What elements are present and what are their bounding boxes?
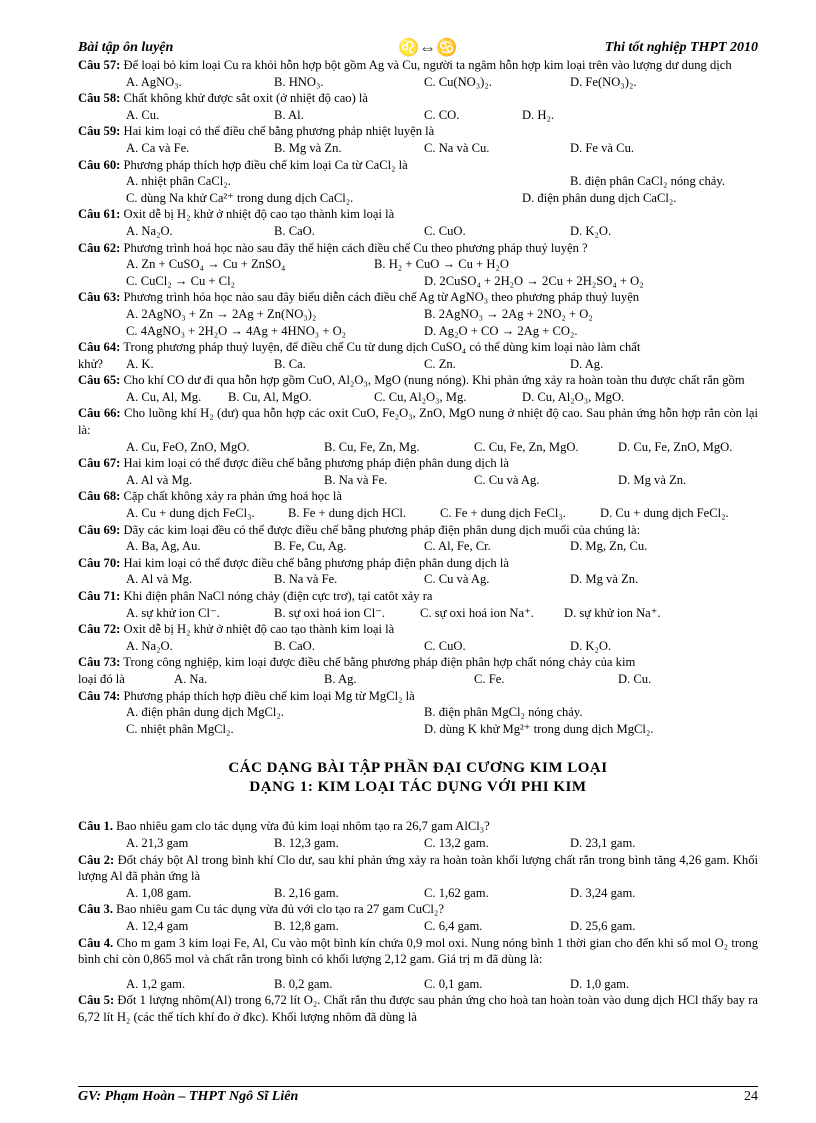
- answer-row: [78, 721, 758, 738]
- option-d: D. Cu.: [618, 671, 652, 686]
- option-d: D. Ag.: [570, 356, 604, 371]
- option-c: C. Cu, Fe, Zn, MgO.: [474, 439, 579, 454]
- section-subtitle: DẠNG 1: KIM LOẠI TÁC DỤNG VỚI PHI KIM: [249, 779, 587, 796]
- question-text: Oxit dễ bị H₂ khử ở nhiệt độ cao tạo thành kim loại là: [123, 622, 395, 637]
- question-number: Câu 2:: [78, 852, 115, 867]
- option-c: C. Cu và Ag.: [474, 472, 540, 487]
- answer-row: [78, 605, 758, 622]
- option-b: B. 2AgNO₃ → 2Ag + 2NO₂ + O₂: [424, 306, 593, 321]
- question-text: Phương pháp thích hợp điều chế kim loại Mg từ MgCl₂ là: [123, 688, 415, 703]
- option-b: B. Ag.: [324, 671, 357, 686]
- option-a: A. 12,4 gam: [126, 918, 189, 933]
- option-a: A. 1,08 gam.: [126, 885, 192, 900]
- question-68: [78, 488, 758, 505]
- option-c: C. Fe.: [474, 671, 505, 686]
- header-right: Thi tốt nghiệp THPT 2010: [604, 40, 758, 55]
- option-b: B. H₂ + CuO → Cu + H₂O: [374, 257, 509, 272]
- question-text: Đốt cháy bột Al trong bình khí Clo dư, sau khi phản ứng xảy ra hoàn toàn khối lượng chất rắn trong bình tăng 4,26 gam. Khối lượng Al đã phản ứng là: [78, 852, 758, 884]
- answer-row: [78, 190, 758, 207]
- question-58: [78, 90, 758, 107]
- question-74: [78, 688, 758, 705]
- answer-row: [78, 472, 758, 489]
- exercise-5: [78, 992, 758, 1025]
- option-c: C. 13,2 gam.: [424, 835, 489, 850]
- header-ornament: ♌⇔♋: [398, 38, 458, 57]
- option-b: B. CaO.: [274, 638, 315, 653]
- question-number: Câu 67:: [78, 456, 121, 471]
- question-text: Cặp chất không xảy ra phản ứng hoá học là: [123, 489, 342, 504]
- option-d: D. điện phân dung dịch CaCl₂.: [522, 190, 677, 205]
- option-a: A. 2AgNO₃ + Zn → 2Ag + Zn(NO₃)₂: [126, 306, 317, 321]
- question-number: Câu 72:: [78, 622, 121, 637]
- question-number: Câu 71:: [78, 589, 121, 603]
- option-d: D. 25,6 gam.: [570, 918, 636, 933]
- answer-row: [78, 306, 758, 323]
- option-c: C. 6,4 gam.: [424, 918, 483, 933]
- option-b: B. 0,2 gam.: [274, 976, 333, 991]
- page-number: 24: [744, 1089, 758, 1104]
- answer-row: [78, 638, 758, 655]
- question-number: Câu 68:: [78, 489, 121, 504]
- question-number: Câu 1.: [78, 819, 113, 834]
- question-text: Dãy các kim loại đều có thể được điều chế bằng phương pháp điện phân dung dịch muối của chúng là:: [123, 522, 641, 537]
- answer-row: [78, 538, 758, 555]
- question-number: Câu 58:: [78, 91, 121, 106]
- question-text: Cho luồng khí H₂ (dư) qua hỗn hợp các oxit CuO, Fe₂O₃, ZnO, MgO nung ở nhiệt độ cao. Sau phản ứng hỗn hợp rắn còn lại là:: [78, 406, 758, 438]
- question-63: [78, 289, 758, 306]
- question-number: Câu 59:: [78, 124, 121, 139]
- answer-row: [78, 323, 758, 340]
- question-59: [78, 123, 758, 140]
- option-c: C. nhiệt phân MgCl₂.: [126, 721, 234, 736]
- option-a: A. K.: [126, 356, 154, 371]
- option-a: A. Cu.: [126, 107, 160, 122]
- option-d: D. Fe(NO₃)₂.: [570, 74, 637, 89]
- answer-row: [78, 223, 758, 240]
- answer-row: [78, 173, 758, 190]
- option-b: B. Cu, Al, MgO.: [228, 389, 312, 404]
- option-d: D. Mg, Zn, Cu.: [570, 539, 648, 554]
- option-b: B. Ca.: [274, 356, 306, 371]
- question-text: Bao nhiêu gam Cu tác dụng vừa đủ với clo tạo ra 27 gam CuCl₂?: [116, 902, 444, 917]
- option-c: C. Fe + dung dịch FeCl₃.: [440, 506, 566, 521]
- question-text: Hai kim loại có thể được điều chế bằng phương pháp điện phân dung dịch là: [123, 456, 509, 471]
- answer-row: [78, 273, 758, 290]
- question-number: Câu 69:: [78, 522, 121, 537]
- option-d: D. K₂O.: [570, 223, 612, 238]
- option-a: A. Cu + dung dịch FeCl₃.: [126, 506, 255, 521]
- option-c: C. 1,62 gam.: [424, 885, 489, 900]
- option-b: B. điện phân MgCl₂ nóng chảy.: [424, 705, 583, 720]
- option-a: A. Na.: [174, 671, 208, 686]
- option-a: A. Ca và Fe.: [126, 140, 190, 155]
- option-d: D. 2CuSO₄ + 2H₂O → 2Cu + 2H₂SO₄ + O₂: [424, 273, 644, 288]
- option-c: C. 4AgNO₃ + 2H₂O → 4Ag + 4HNO₃ + O₂: [126, 323, 347, 338]
- question-number: Câu 66:: [78, 406, 121, 421]
- option-a: A. Cu, FeO, ZnO, MgO.: [126, 439, 250, 454]
- question-text: Trong công nghiệp, kim loại được điều chế bằng phương pháp điện phân hợp chất nóng chảy của kim: [123, 655, 636, 670]
- question-text: Phương trình hoá học nào sau đây thể hiện cách điều chế Cu theo phương pháp thuỷ luyện ?: [123, 240, 588, 255]
- option-a: A. Na₂O.: [126, 638, 173, 653]
- question-57: [78, 57, 758, 74]
- question-66: [78, 405, 758, 438]
- option-d: D. dùng K khử Mg²⁺ trong dung dịch MgCl₂.: [424, 721, 654, 736]
- option-b: B. CaO.: [274, 223, 315, 238]
- option-c: C. CuO.: [424, 223, 466, 238]
- question-text-cont: loại đó là: [78, 671, 125, 686]
- option-a: A. Al và Mg.: [126, 572, 193, 587]
- option-c: C. Al, Fe, Cr.: [424, 539, 491, 554]
- option-d: D. sự khử ion Na⁺.: [564, 605, 661, 620]
- option-a: A. Al và Mg.: [126, 472, 193, 487]
- option-c: C. CuCl₂ → Cu + Cl₂: [126, 273, 235, 288]
- exercise-4: [78, 935, 758, 968]
- option-b: B. Na và Fe.: [274, 572, 338, 587]
- option-c: C. Na và Cu.: [424, 140, 490, 155]
- option-a: A. Zn + CuSO₄ → Cu + ZnSO₄: [126, 257, 286, 272]
- header-left: Bài tập ôn luyện: [78, 40, 174, 55]
- answer-row: [78, 835, 758, 852]
- question-number: Câu 74:: [78, 688, 121, 703]
- answer-row: [78, 107, 758, 124]
- answer-row: [78, 74, 758, 91]
- option-c: C. sự oxi hoá ion Na⁺.: [420, 605, 534, 620]
- option-d: D. K₂O.: [570, 638, 612, 653]
- question-73: [78, 654, 758, 671]
- question-text: Để loại bỏ kim loại Cu ra khỏi hỗn hợp bột gồm Ag và Cu, người ta ngâm hỗn hợp kim loại trên vào lượng dư dung dịch: [123, 58, 732, 72]
- answer-row: [78, 918, 758, 935]
- question-text: Hai kim loại có thể điều chế bằng phương pháp nhiệt luyện là: [123, 124, 435, 139]
- page-header: [78, 40, 758, 58]
- question-number: Câu 73:: [78, 655, 121, 670]
- section-title: CÁC DẠNG BÀI TẬP PHẦN ĐẠI CƯƠNG KIM LOẠI: [228, 760, 608, 777]
- option-a: A. Na₂O.: [126, 223, 173, 238]
- option-d: D. Mg và Zn.: [618, 472, 687, 487]
- question-text: Oxit dễ bị H₂ khử ở nhiệt độ cao tạo thành kim loại là: [123, 207, 395, 222]
- option-a: A. AgNO₃.: [126, 74, 182, 89]
- question-62: [78, 240, 758, 257]
- page-content: [78, 57, 758, 1025]
- question-text: Hai kim loại có thể được điều chế bằng phương pháp điện phân dung dịch là: [123, 555, 509, 570]
- option-b: B. điện phân CaCl₂ nóng chảy.: [570, 174, 726, 189]
- option-d: D. H₂.: [522, 107, 555, 122]
- option-a: A. sự khử ion Cl⁻.: [126, 605, 220, 620]
- question-text: Cho khí CO dư đi qua hỗn hợp gồm CuO, Al₂O₃, MgO (nung nóng). Khi phản ứng xảy ra hoàn toàn thu được chất rắn gồm: [123, 373, 745, 388]
- option-b: B. Fe + dung dịch HCl.: [288, 506, 406, 521]
- question-65: [78, 372, 758, 389]
- option-b: B. 2,16 gam.: [274, 885, 339, 900]
- question-text: Khi điện phân NaCl nóng chảy (điện cực trơ), tại catôt xảy ra: [123, 589, 433, 603]
- option-d: D. 23,1 gam.: [570, 835, 636, 850]
- option-b: B. 12,8 gam.: [274, 918, 339, 933]
- exercise-3: [78, 901, 758, 918]
- option-a: A. 1,2 gam.: [126, 976, 186, 991]
- option-c: C. dùng Na khử Ca²⁺ trong dung dịch CaCl₂.: [126, 190, 354, 205]
- answer-row: [78, 885, 758, 902]
- option-b: B. HNO₃.: [274, 74, 324, 89]
- question-text: Trong phương pháp thuỷ luyện, để điều chế Cu từ dung dịch CuSO₄ có thể dùng kim loại nào làm chất: [123, 340, 641, 355]
- answer-row: [78, 704, 758, 721]
- question-number: Câu 4.: [78, 935, 114, 950]
- question-text: Chất không khử được sắt oxit (ở nhiệt độ cao) là: [123, 91, 369, 106]
- option-b: B. sự oxi hoá ion Cl⁻.: [274, 605, 386, 620]
- option-c: C. CuO.: [424, 638, 466, 653]
- answer-row: [78, 140, 758, 157]
- option-d: D. Fe và Cu.: [570, 140, 635, 155]
- question-text: Bao nhiêu gam clo tác dụng vừa đủ kim loại nhôm tạo ra 26,7 gam AlCl₃?: [116, 819, 490, 834]
- answer-row: [78, 505, 758, 522]
- question-number: Câu 70:: [78, 555, 121, 570]
- option-d: D. Mg và Zn.: [570, 572, 639, 587]
- option-c: C. Cu và Ag.: [424, 572, 490, 587]
- exercise-2: [78, 852, 758, 885]
- question-64: [78, 339, 758, 356]
- question-number: Câu 63:: [78, 290, 121, 305]
- option-d: D. Cu, Al₂O₃, MgO.: [522, 389, 625, 404]
- option-d: D. Ag₂O + CO → 2Ag + CO₂.: [424, 323, 578, 338]
- question-60: [78, 157, 758, 174]
- option-c: C. Cu(NO₃)₂.: [424, 74, 492, 89]
- option-c: C. CO.: [424, 107, 460, 122]
- question-number: Câu 60:: [78, 157, 121, 172]
- question-text: Phương trình hóa học nào sau đây biểu diễn cách điều chế Ag từ AgNO₃ theo phương pháp thuỷ luyện: [123, 290, 640, 305]
- question-71: [78, 588, 758, 605]
- option-d: D. Cu + dung dịch FeCl₂.: [600, 506, 729, 521]
- footer-rule: [78, 1086, 758, 1087]
- option-a: A. Cu, Al, Mg.: [126, 389, 202, 404]
- question-69: [78, 522, 758, 539]
- question-number: Câu 57:: [78, 58, 121, 72]
- question-61: [78, 206, 758, 223]
- option-a: A. 21,3 gam: [126, 835, 189, 850]
- answer-row: [78, 389, 758, 406]
- option-a: A. Ba, Ag, Au.: [126, 539, 201, 554]
- question-number: Câu 64:: [78, 340, 121, 355]
- answer-row: [78, 439, 758, 456]
- question-number: Câu 3.: [78, 902, 113, 917]
- option-c: C. 0,1 gam.: [424, 976, 483, 991]
- option-d: D. Cu, Fe, ZnO, MgO.: [618, 439, 733, 454]
- option-a: A. điện phân dung dịch MgCl₂.: [126, 705, 284, 720]
- option-b: B. Al.: [274, 107, 304, 122]
- question-text: Cho m gam 3 kim loại Fe, Al, Cu vào một bình kín chứa 0,9 mol oxi. Nung nóng bình 1 thời gian cho đến khi số mol O₂ trong bình chỉ còn 0,865 mol và chất rắn trong bình có khối lượng 2,12 gam. Giá trị m đã dùng là:: [78, 935, 758, 967]
- question-72: [78, 621, 758, 638]
- footer-author: GV: Phạm Hoàn – THPT Ngô Sĩ Liên: [78, 1089, 299, 1104]
- question-number: Câu 61:: [78, 207, 121, 222]
- option-b: B. Na và Fe.: [324, 472, 388, 487]
- option-c: C. Zn.: [424, 356, 456, 371]
- question-number: Câu 62:: [78, 240, 121, 255]
- option-d: D. 1,0 gam.: [570, 976, 630, 991]
- answer-row: [78, 571, 758, 588]
- question-67: [78, 455, 758, 472]
- question-number: Câu 5:: [78, 993, 115, 1008]
- answer-row: [78, 976, 758, 993]
- option-b: B. Cu, Fe, Zn, Mg.: [324, 439, 420, 454]
- question-text-cont: khử?: [78, 356, 104, 371]
- option-b: B. Fe, Cu, Ag.: [274, 539, 347, 554]
- option-c: C. Cu, Al₂O₃, Mg.: [374, 389, 467, 404]
- question-text: Đốt 1 lượng nhôm(Al) trong 6,72 lít O₂. Chất rắn thu được sau phản ứng cho hoà tan hoàn toàn vào dung dịch HCl thấy bay ra 6,72 lít H₂ (các thể tích khí đo ở đkc). Khối lượng nhôm đã dùng là: [78, 993, 758, 1024]
- answer-row: [78, 356, 758, 373]
- option-d: D. 3,24 gam.: [570, 885, 636, 900]
- question-70: [78, 555, 758, 572]
- question-text: Phương pháp thích hợp điều chế kim loại Ca từ CaCl₂ là: [123, 157, 408, 172]
- answer-row: [78, 671, 758, 688]
- answer-row: [78, 256, 758, 273]
- question-number: Câu 65:: [78, 373, 121, 388]
- option-a: A. nhiệt phân CaCl₂.: [126, 174, 231, 189]
- option-b: B. Mg và Zn.: [274, 140, 342, 155]
- exercise-1: [78, 818, 758, 835]
- option-b: B. 12,3 gam.: [274, 835, 339, 850]
